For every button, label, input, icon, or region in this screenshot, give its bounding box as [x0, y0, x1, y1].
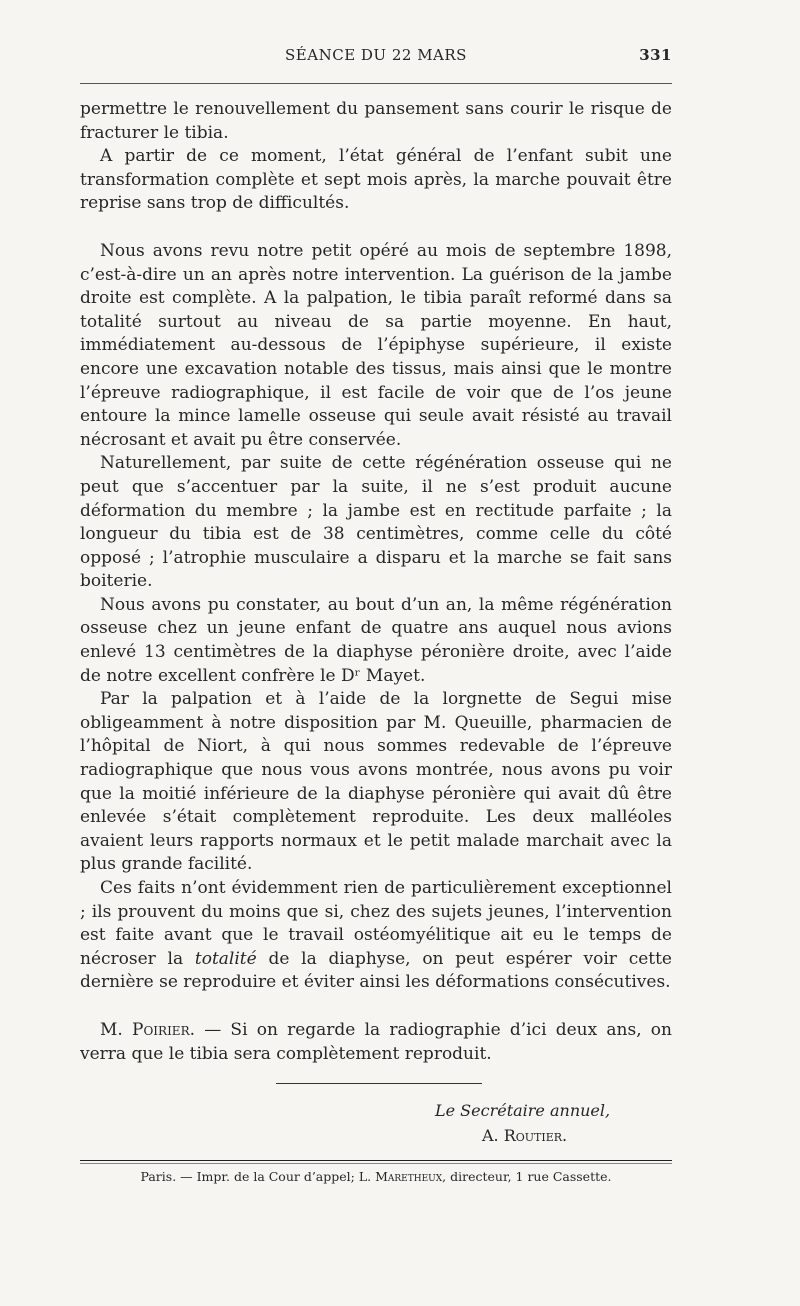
- printer-imprint: [80, 1169, 672, 1184]
- emphasis-totalite: totalité: [194, 948, 257, 969]
- running-title: SÉANCE DU 22 MARS: [285, 46, 467, 64]
- signature-role: Le Secrétaire annuel,: [435, 1101, 611, 1120]
- paragraph-7-end: de la diaphyse, on peut espérer voir cette dernière se reproduire et éviter ainsi les déformations consécutives.: [80, 948, 672, 993]
- paragraph-6: Par la palpation et à l’aide de la lorgnette de Segui mise obligeamment à notre disposition par M. Queuille, pharmacien de l’hôpital de Niort, à qui nous sommes redevable de l’épreuve radiographique que nous vous avons montrée, nous avons pu voir que la moitié inférieure de la diaphyse péronière qui avait dû être enlevée s’était complètement reproduite. Les deux malléoles avaient leurs rapports normaux et le petit malade marchait avec la plus grande facilité.: [80, 689, 672, 875]
- paragraph-4: Naturellement, par suite de cette régénération osseuse qui ne peut que s’accentuer par la suite, il ne s’est produit aucune déformation du membre ; la jambe est en rectitude parfaite ; la longueur du tibia est de 38 centimètres, comme celle du côté opposé ; l’atrophie musculaire a disparu et la marche se fait sans boiterie.: [80, 453, 672, 592]
- imprint-printer: Maretheux: [375, 1169, 443, 1184]
- footer-rule: [80, 1160, 672, 1161]
- paragraph-3: Nous avons revu notre petit opéré au mois de septembre 1898, c’est-à-dire un an après notre intervention. La guérison de la jambe droite est complète. A la palpation, le tibia paraît reformé dans sa totalité surtout au niveau de sa partie moyenne. En haut, immédiatement au-dessous de l’épiphyse supérieure, il existe encore une excavation notable des tissus, mais ainsi que le montre l’épreuve radiographique, il est facile de voir que de l’os jeune entoure la mince lamelle osseuse qui seule avait résisté au travail nécrosant et avait pu être conservée.: [80, 240, 672, 450]
- page-header: [80, 46, 672, 70]
- remark-paragraph: [80, 1019, 672, 1066]
- paragraph-5: Nous avons pu constater, au bout d’un an, la même régénération osseuse chez un jeune enfant de quatre ans auquel nous avions enlevé 13 centimètres de la diaphyse péronière droite, avec l’aide de notre excellent confrère le Dʳ Mayet.: [80, 594, 672, 686]
- imprint-suffix: , directeur, 1 rue Cassette.: [442, 1169, 612, 1184]
- remark-text: — Si on regarde la radiographie d’ici deux ans, on verra que le tibia sera complètement reproduit.: [80, 1019, 672, 1064]
- imprint-prefix: Paris. — Impr. de la Cour d’appel; L.: [140, 1169, 376, 1184]
- closing-rule: [276, 1083, 482, 1084]
- paragraph-1: permettre le renouvellement du pansement sans courir le risque de fracturer le tibia.: [80, 99, 672, 143]
- body-text: [80, 98, 672, 1066]
- page-number: 331: [639, 46, 672, 64]
- paragraph-7-start: Ces faits n’ont évidemment rien de particulièrement exceptionnel ; ils prouvent du moins que si, chez des sujets jeunes, l’intervention est faite avant que le travail ostéomyélitique ait eu le temps de nécroser la: [80, 878, 672, 969]
- paragraph-7: [80, 877, 672, 995]
- footer-rule-thin: [80, 1163, 672, 1164]
- paragraph-2: A partir de ce moment, l’état général de l’enfant subit une transformation complète et sept mois après, la marche pouvait être reprise sans trop de difficultés.: [80, 146, 672, 214]
- remark-speaker: M. Poirier.: [100, 1019, 196, 1040]
- header-rule: [80, 83, 672, 84]
- signature-name: A. Routier.: [482, 1126, 568, 1145]
